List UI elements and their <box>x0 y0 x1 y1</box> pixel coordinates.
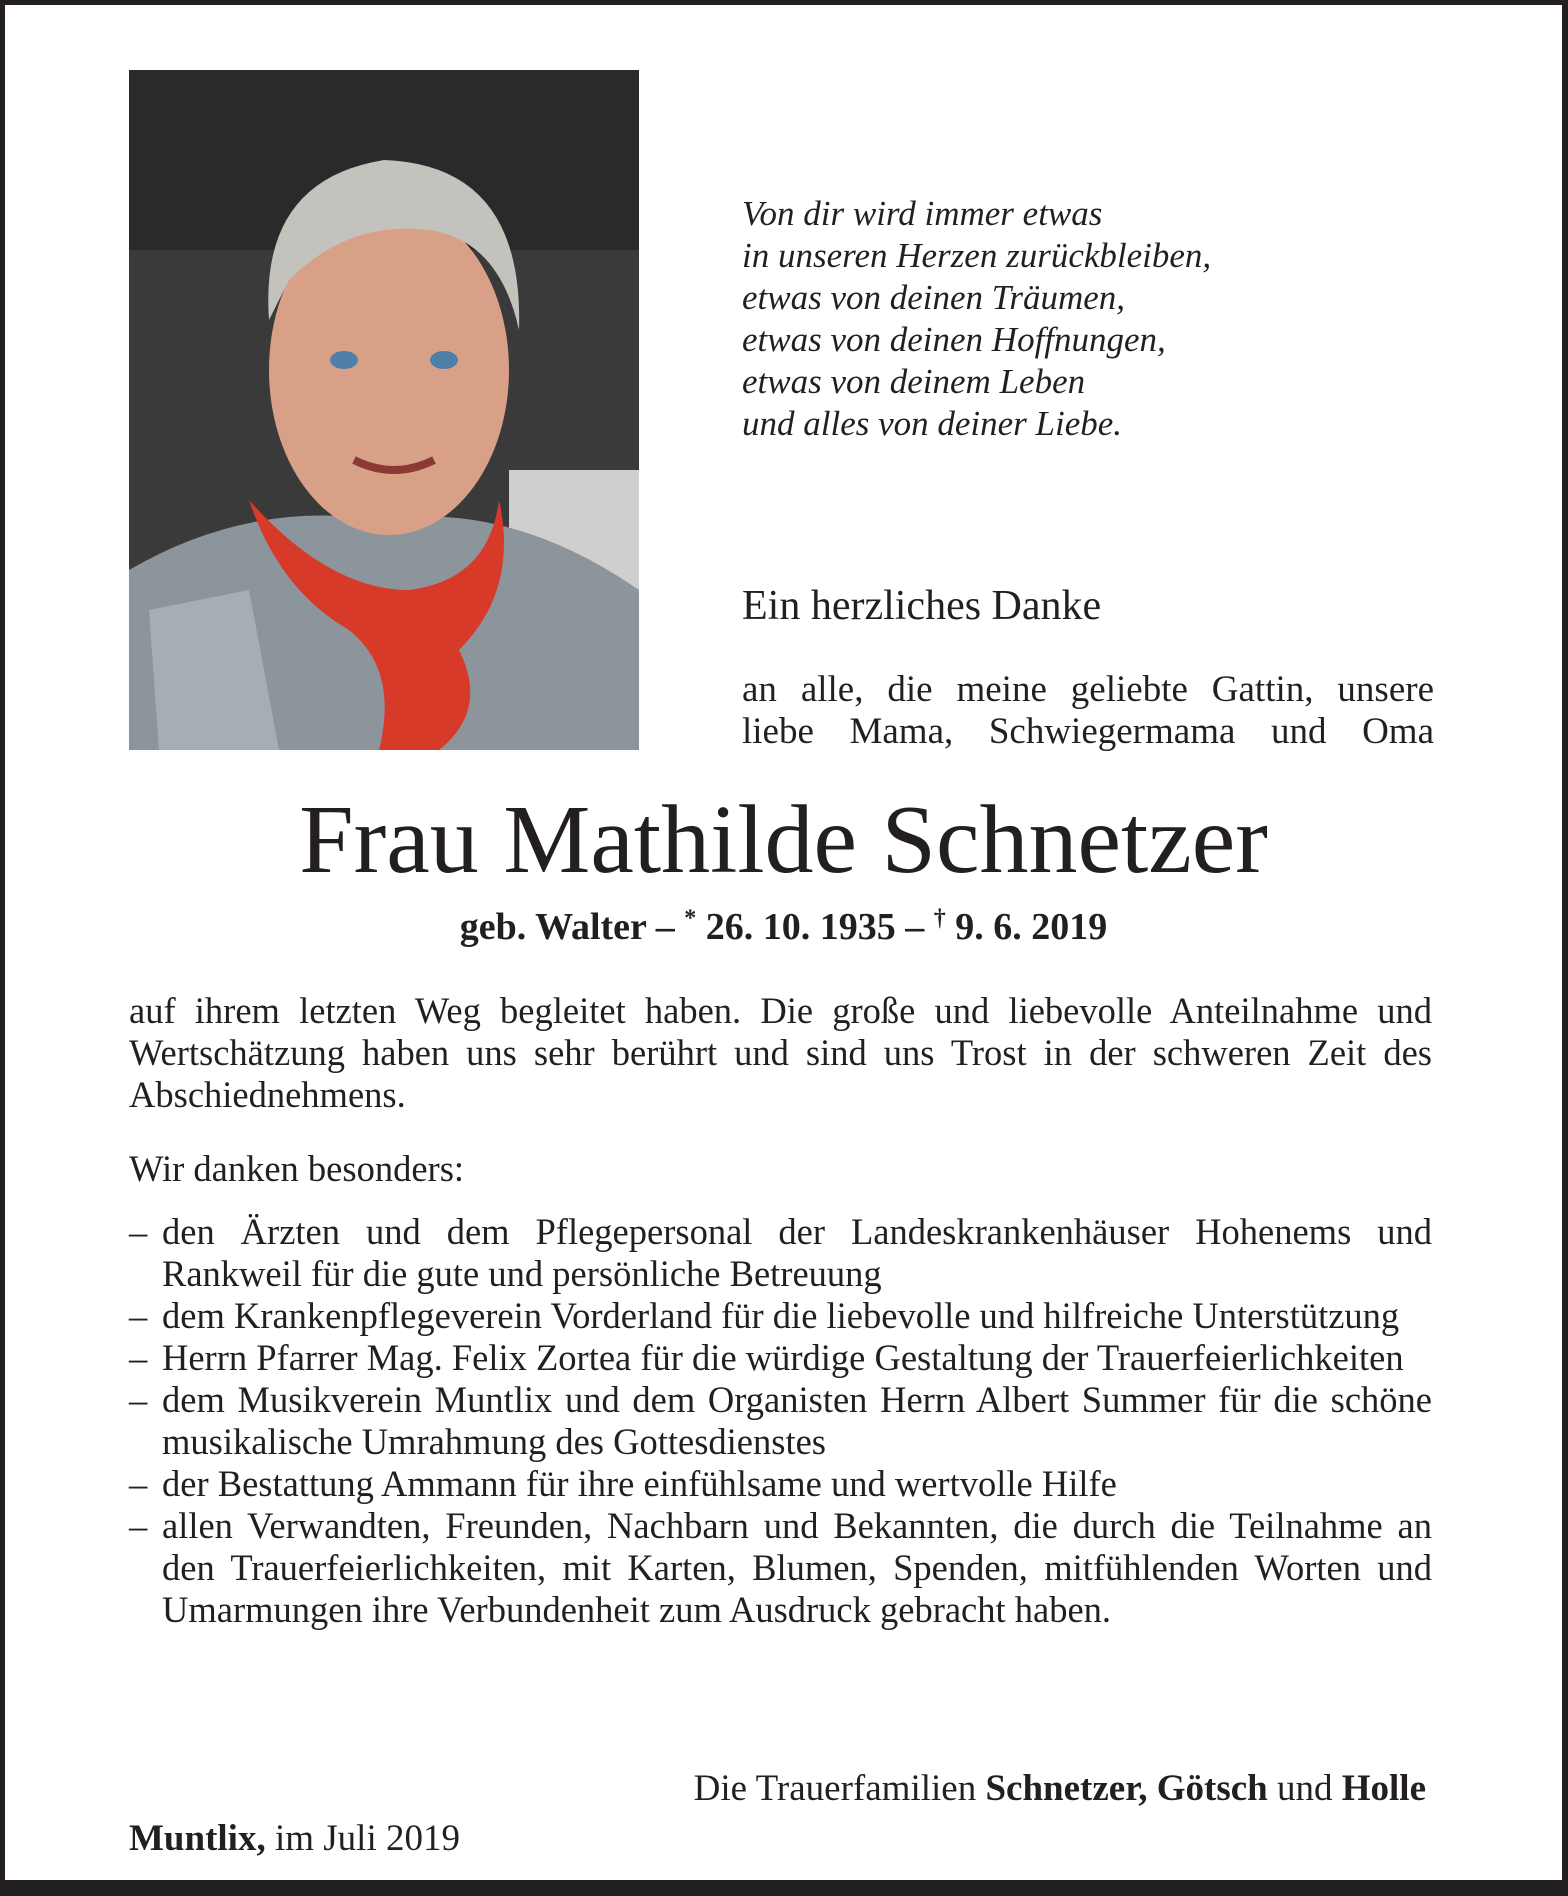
list-item: – Herrn Pfarrer Mag. Felix Zortea für die würdige Gestaltung der Trauerfeierlichkeiten <box>129 1337 1432 1379</box>
poem-line: etwas von deinem Leben <box>742 362 1086 401</box>
main-text <box>129 990 1432 1116</box>
maiden-name: geb. Walter <box>459 906 647 948</box>
signature <box>694 1767 1426 1810</box>
deceased-name: Frau Mathilde Schnetzer <box>299 786 1268 894</box>
poem-line: etwas von deinen Hoffnungen, <box>742 320 1166 359</box>
life-dates <box>5 905 1562 949</box>
family-name: Götsch <box>1147 1768 1268 1809</box>
obituary-page <box>5 5 1562 1880</box>
list-item: – dem Musikverein Muntlix und dem Organisten Herrn Albert Summer für die schöne musikalische Umrahmung des Gottesdienstes <box>129 1379 1432 1463</box>
poem-line: Von dir wird immer etwas <box>742 194 1103 233</box>
family-name: Schnetzer, <box>985 1768 1148 1809</box>
intro-text <box>742 669 1434 753</box>
separator: – <box>646 906 685 948</box>
list-heading: Wir danken besonders: <box>129 1148 465 1189</box>
death-cross-icon: † <box>933 905 946 932</box>
birth-star-icon: * <box>684 905 697 932</box>
place-name: Muntlix, <box>129 1818 266 1859</box>
separator: – <box>895 906 934 948</box>
death-date: 9. 6. 2019 <box>945 906 1108 948</box>
poem-line: in unseren Herzen zurückbleiben, <box>742 236 1212 275</box>
place-date <box>129 1817 460 1860</box>
signature-prefix: Die Trauerfamilien <box>693 1768 986 1809</box>
list-item: – dem Krankenpflegeverein Vorderland für die liebevolle und hilfreiche Unterstützung <box>129 1295 1432 1337</box>
poem <box>742 193 1211 445</box>
list-item: – der Bestattung Ammann für ihre einfühlsame und wertvolle Hilfe <box>129 1463 1432 1505</box>
date: im Juli 2019 <box>265 1818 460 1859</box>
list-item: – den Ärzten und dem Pflegepersonal der Landeskrankenhäuser Hohenems und Rankweil für die gute und persönliche Betreuung <box>129 1211 1432 1295</box>
birth-date: 26. 10. 1935 <box>696 906 896 948</box>
thanks-heading: Ein herzliches Danke <box>742 583 1102 629</box>
conjunction: und <box>1267 1768 1342 1809</box>
list-heading-block <box>129 1148 1432 1190</box>
portrait-photo <box>129 70 639 750</box>
thanks-paragraph: auf ihrem letzten Weg begleitet haben. Die große und liebevolle Anteilnahme und Wertschätzung haben uns sehr berührt und sind uns Trost in der schweren Zeit des Abschiednehmens. <box>129 990 1432 1115</box>
thanks-list <box>129 1211 1432 1631</box>
list-item: – allen Verwandten, Freunden, Nachbarn und Bekannten, die durch die Teilnahme an den Trauerfeierlichkeiten, mit Karten, Blumen, Spenden, mitfühlenden Worten und Umarmungen ihre Verbundenheit zum Ausdruck gebracht haben. <box>129 1505 1432 1631</box>
family-name: Holle <box>1341 1768 1426 1809</box>
intro-line: an alle, die meine geliebte Gattin, unsere <box>742 669 1434 710</box>
poem-line: etwas von deinen Träumen, <box>742 278 1126 317</box>
intro-line: liebe Mama, Schwiegermama und Oma <box>742 711 1434 752</box>
poem-line: und alles von deiner Liebe. <box>742 404 1123 443</box>
